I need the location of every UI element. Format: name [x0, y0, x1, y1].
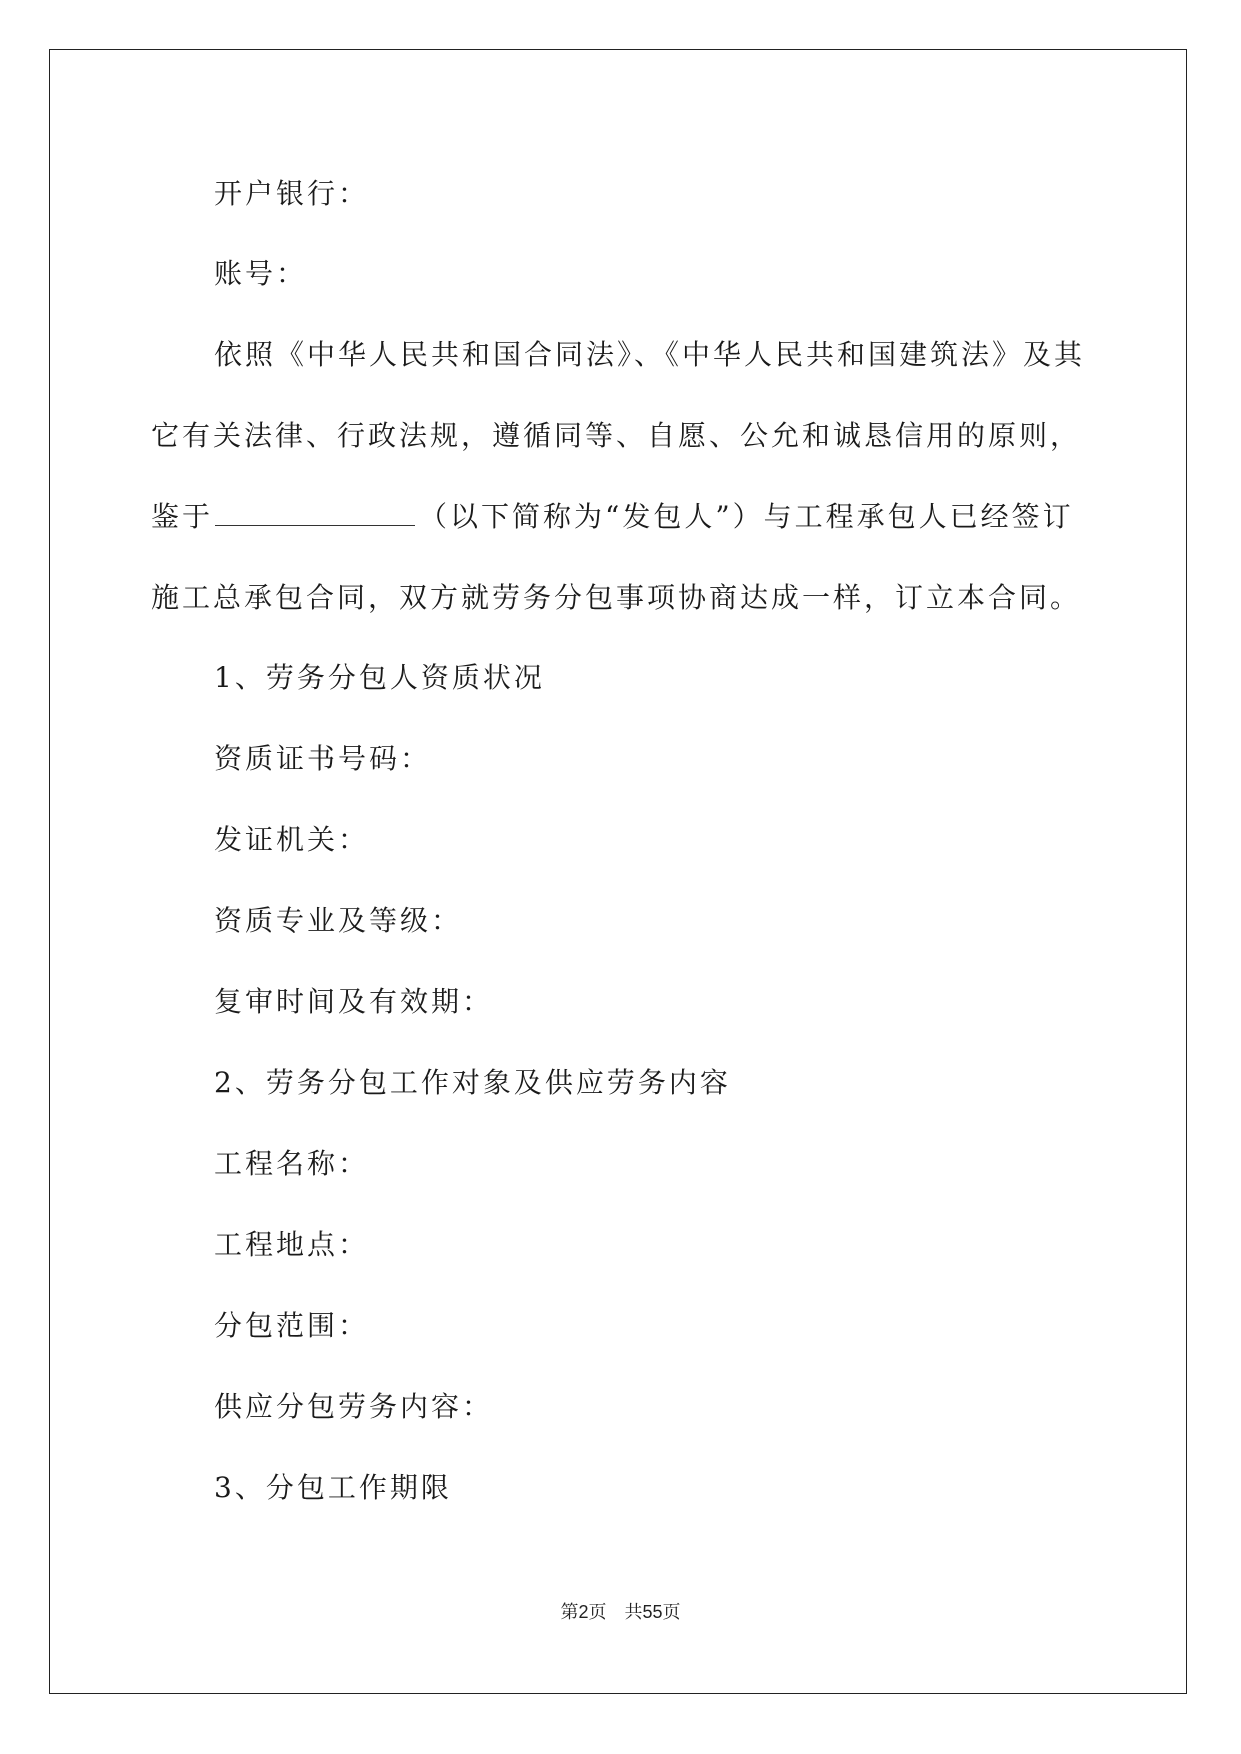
bank-label: 开户银行：	[214, 177, 370, 210]
paragraph-line-4: 施工总承包合同，双方就劳务分包事项协商达成一样，订立本合同。	[151, 581, 1082, 614]
page-border	[49, 49, 1187, 1694]
account-label: 账号：	[214, 257, 308, 290]
issuer-label: 发证机关：	[214, 823, 370, 856]
grade-label: 资质专业及等级：	[214, 904, 463, 937]
section-1-title: 1、劳务分包人资质状况	[214, 661, 545, 694]
footer-suffix: 页	[662, 1602, 681, 1623]
labor-content-label: 供应分包劳务内容：	[214, 1390, 494, 1423]
cert-number-label: 资质证书号码：	[214, 742, 432, 775]
section-2-title: 2、劳务分包工作对象及供应劳务内容	[214, 1066, 731, 1099]
footer-prefix: 第	[560, 1602, 579, 1623]
page-footer	[0, 1600, 1241, 1625]
footer-mid: 页 共	[588, 1602, 643, 1623]
project-site-label: 工程地点：	[214, 1228, 370, 1261]
review-label: 复审时间及有效期：	[214, 985, 494, 1018]
section-3-title: 3、分包工作期限	[214, 1471, 452, 1504]
footer-total-pages: 55	[642, 1602, 663, 1622]
paragraph-line-3-end: （以下简称为“发包人”）与工程承包人已经签订	[419, 500, 1074, 533]
footer-page-number: 2	[578, 1602, 589, 1622]
paragraph-line-1: 依照《中华人民共和国合同法》、《中华人民共和国建筑法》及其	[214, 338, 1086, 371]
scope-label: 分包范围：	[214, 1309, 370, 1342]
paragraph-line-3-start: 鉴于	[151, 500, 214, 533]
blank-underline	[215, 503, 415, 526]
project-name-label: 工程名称：	[214, 1147, 370, 1180]
paragraph-line-2: 它有关法律、行政法规，遵循同等、自愿、公允和诚恳信用的原则，	[151, 419, 1082, 452]
paragraph-line-3	[151, 499, 1074, 535]
